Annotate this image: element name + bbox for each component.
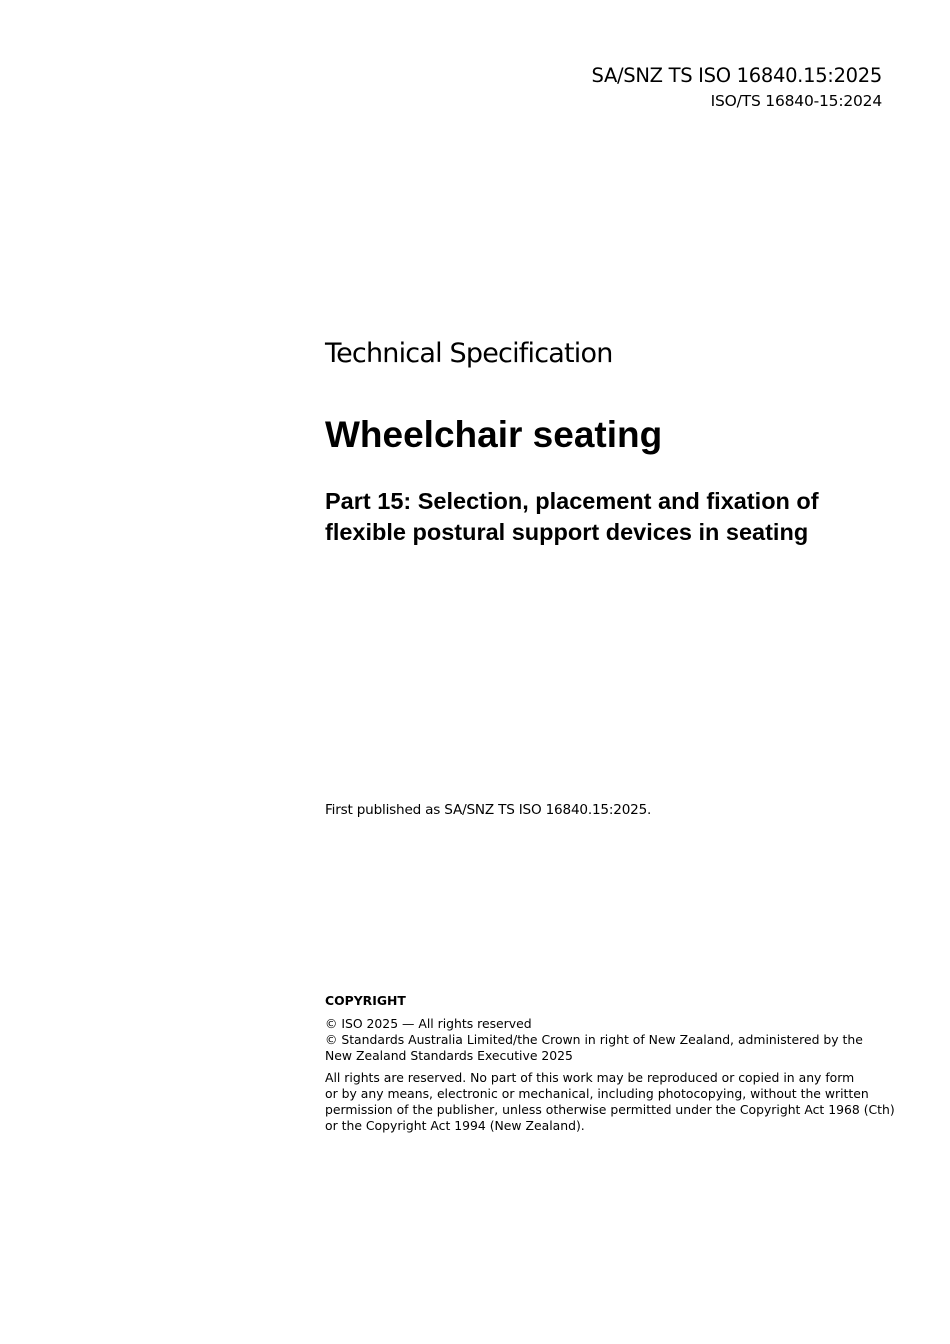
standard-designation: SA/SNZ TS ISO 16840.15:2025 xyxy=(591,64,882,87)
rights-statement xyxy=(325,1070,895,1134)
iso-copyright-notice: © ISO 2025 — All rights reserved xyxy=(325,1016,532,1031)
document-type: Technical Specification xyxy=(325,338,613,369)
copyright-block xyxy=(325,993,895,1134)
iso-designation: ISO/TS 16840-15:2024 xyxy=(710,92,882,110)
rights-line: or the Copyright Act 1994 (New Zealand). xyxy=(325,1118,585,1133)
rights-line: All rights are reserved. No part of this work may be reproduced or copied in any form xyxy=(325,1070,855,1085)
first-published-note: First published as SA/SNZ TS ISO 16840.15:2025. xyxy=(325,802,652,818)
part-title: Part 15: Selection, placement and fixation of flexible postural support devices in seating xyxy=(325,488,819,545)
document-title: Wheelchair seating xyxy=(325,414,663,455)
copyright-heading: COPYRIGHT xyxy=(325,993,406,1008)
rights-line: or by any means, electronic or mechanical, including photocopying, without the written xyxy=(325,1086,869,1101)
rights-line: permission of the publisher, unless otherwise permitted under the Copyright Act 1968 (Cth) xyxy=(325,1102,895,1117)
national-copyright-notice: © Standards Australia Limited/the Crown in right of New Zealand, administered by the New Zealand Standards Executive 2025 xyxy=(325,1032,863,1063)
